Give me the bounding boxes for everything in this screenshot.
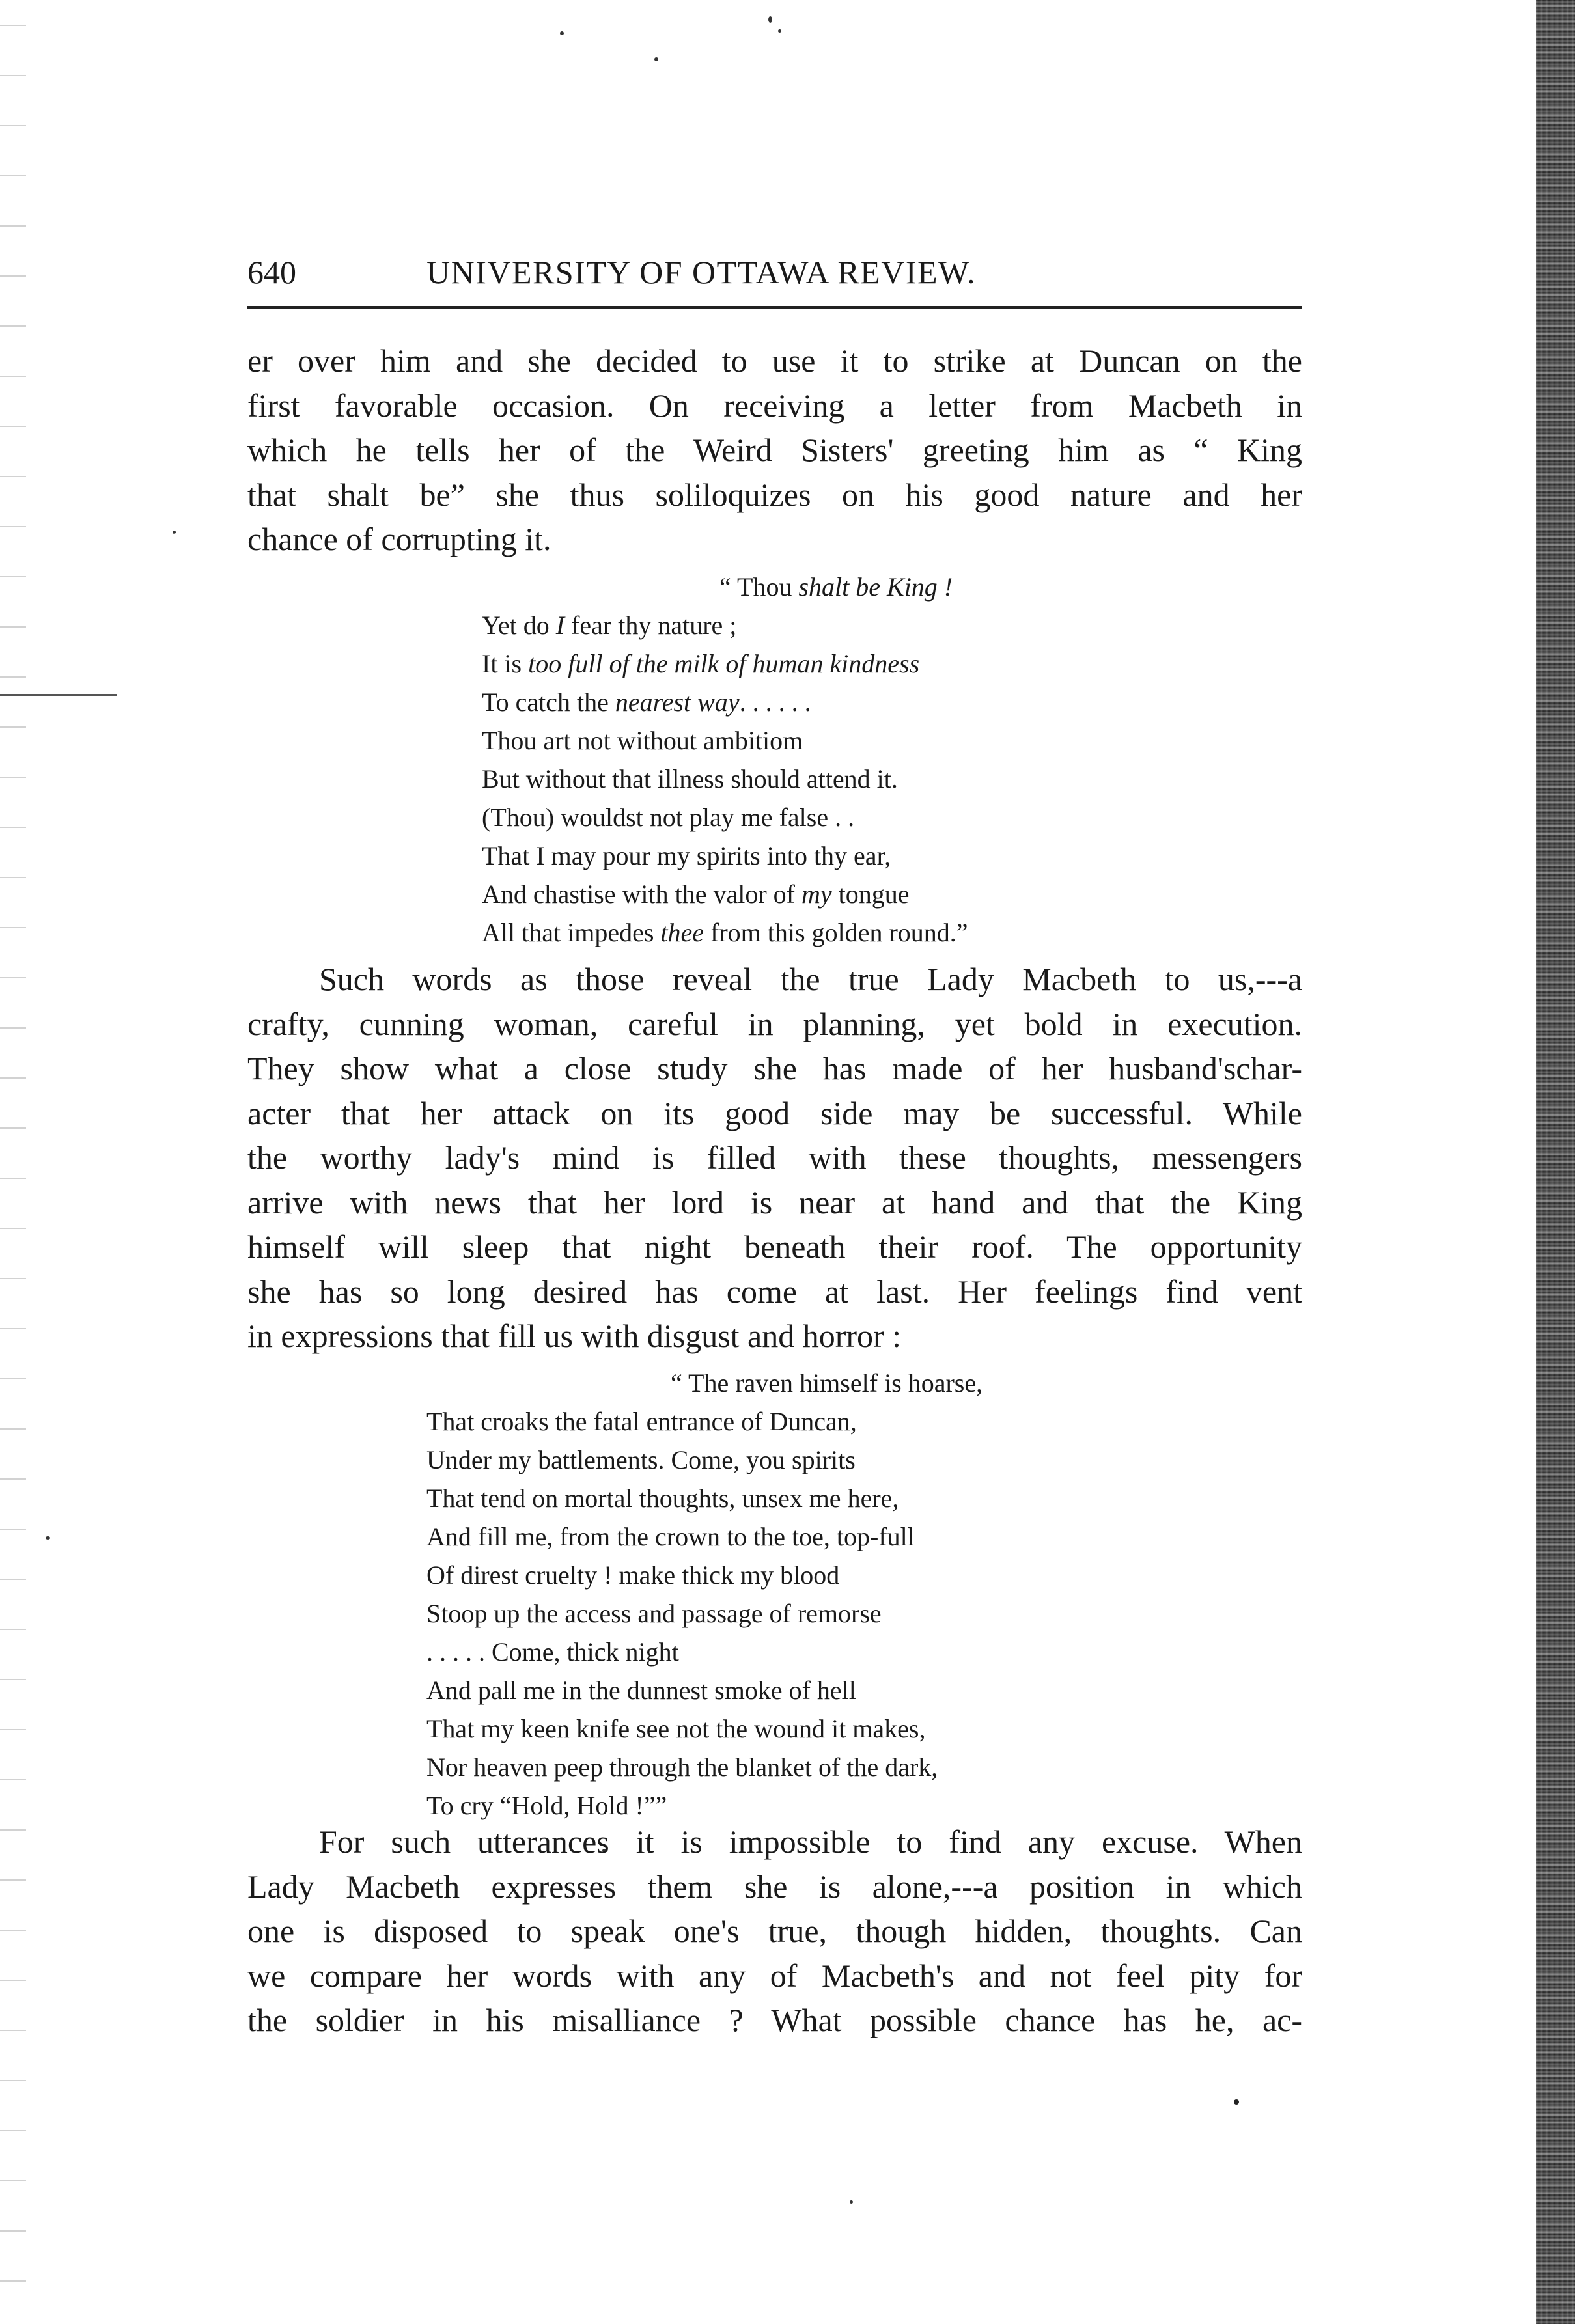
verse-line — [482, 644, 968, 683]
verse-line: “ The raven himself is hoarse, — [671, 1368, 983, 1398]
text-line: one is disposed to speak one's true, though hidden, thoughts. Can — [247, 1913, 1302, 1949]
running-head: UNIVERSITY OF OTTAWA REVIEW. — [426, 254, 977, 290]
paragraph-1 — [247, 339, 1302, 562]
text-line: crafty, cunning woman, careful in planning, yet bold in execution. — [247, 1005, 1302, 1042]
paragraph-3 — [247, 1819, 1302, 2043]
verse-emphasis: shalt be King ! — [798, 572, 953, 602]
verse-fragment: from this golden round.” — [704, 918, 968, 947]
verse-line: (Thou) wouldst not play me false . . — [482, 803, 855, 832]
verse-line: That I may pour my spirits into thy ear, — [482, 841, 891, 870]
text-line: arrive with news that her lord is near at hand and that the King — [247, 1183, 1302, 1221]
verse-emphasis: nearest way — [615, 687, 740, 717]
verse-emphasis: I — [555, 611, 565, 640]
text-line: which he tells her of the Weird Sisters' greeting him as “ King — [247, 432, 1302, 468]
verse-line — [482, 568, 968, 606]
verse-quote-1 — [482, 568, 968, 952]
verse-fragment: All that impedes — [482, 918, 661, 947]
verse-quote-2 — [426, 1364, 983, 1825]
margin-mark — [0, 694, 117, 696]
verse-line: And pall me in the dunnest smoke of hell — [426, 1676, 856, 1705]
verse-fragment: It is — [482, 649, 529, 678]
scan-speck — [173, 531, 176, 534]
text-line: chance of corrupting it. — [247, 521, 551, 557]
verse-line: But without that illness should attend it. — [482, 764, 898, 794]
text-line: in expressions that fill us with disgust and horror : — [247, 1318, 902, 1354]
page-header — [247, 253, 1302, 292]
verse-fragment: And chastise with the valor of — [482, 879, 801, 909]
verse-fragment: fear thy nature ; — [564, 611, 737, 640]
page-number: 640 — [247, 254, 296, 290]
scan-speck — [46, 1536, 50, 1540]
scan-speck — [560, 31, 564, 35]
scan-speck — [850, 2200, 853, 2204]
verse-fragment: “ Thou — [719, 572, 799, 602]
verse-line: Stoop up the access and passage of remorse — [426, 1599, 882, 1628]
text-line: er over him and she decided to use it to strike at Duncan on the — [247, 342, 1302, 379]
text-line: the worthy lady's mind is filled with these thoughts, messengers — [247, 1139, 1302, 1176]
verse-line: Under my battlements. Come, you spirits — [426, 1445, 856, 1474]
paragraph-2 — [247, 957, 1302, 1359]
text-line: They show what a close study she has made of her husband'schar- — [247, 1050, 1302, 1086]
scan-speck — [654, 57, 658, 61]
text-line: For such utterances it is impossible to find any excuse. When — [319, 1823, 1302, 1860]
text-line: that shalt be” she thus soliloquizes on his good nature and her — [247, 476, 1302, 513]
text-line: himself will sleep that night beneath their roof. The opportunity — [247, 1228, 1302, 1265]
verse-line: Thou art not without ambitiom — [482, 726, 803, 755]
verse-line: Nor heaven peep through the blanket of the dark, — [426, 1752, 938, 1782]
text-line: acter that her attack on its good side may be successful. While — [247, 1094, 1302, 1131]
verse-line: . . . . . Come, thick night — [426, 1637, 679, 1667]
scan-speck — [768, 16, 772, 23]
scan-binding-strip — [1536, 0, 1575, 2324]
text-line: she has so long desired has come at last. Her feelings find vent — [247, 1273, 1302, 1310]
verse-line: That croaks the fatal entrance of Duncan, — [426, 1407, 857, 1436]
scan-left-edge — [0, 0, 26, 2324]
verse-emphasis: too full of the milk of human kindness — [528, 649, 920, 678]
text-line: we compare her words with any of Macbeth's and not feel pity for — [247, 1957, 1302, 1994]
header-rule — [247, 306, 1302, 309]
verse-line: Of direst cruelty ! make thick my blood — [426, 1560, 840, 1590]
verse-line: To cry “Hold, Hold !”” — [426, 1791, 667, 1820]
text-line: Such words as those reveal the true Lady Macbeth to us,---a — [319, 961, 1302, 997]
verse-emphasis: my — [801, 879, 832, 909]
verse-fragment: To catch the — [482, 687, 615, 717]
scan-speck — [778, 29, 781, 33]
verse-fragment: Yet do — [482, 611, 556, 640]
verse-line — [482, 683, 968, 721]
verse-line: And fill me, from the crown to the toe, top-full — [426, 1522, 915, 1551]
verse-line — [482, 875, 968, 913]
verse-line — [482, 606, 968, 644]
verse-fragment: tongue — [831, 879, 910, 909]
verse-line: That my keen knife see not the wound it makes, — [426, 1714, 926, 1743]
text-line: Lady Macbeth expresses them she is alone,---a position in which — [247, 1868, 1302, 1905]
verse-line: That tend on mortal thoughts, unsex me here, — [426, 1484, 899, 1513]
text-line: first favorable occasion. On receiving a letter from Macbeth in — [247, 387, 1302, 424]
text-line: the soldier in his misalliance ? What possible chance has he, ac- — [247, 2002, 1302, 2038]
verse-line — [482, 913, 968, 952]
verse-emphasis: thee — [660, 918, 704, 947]
verse-fragment: . . . . . . — [739, 687, 811, 717]
scan-speck — [1234, 2099, 1239, 2105]
